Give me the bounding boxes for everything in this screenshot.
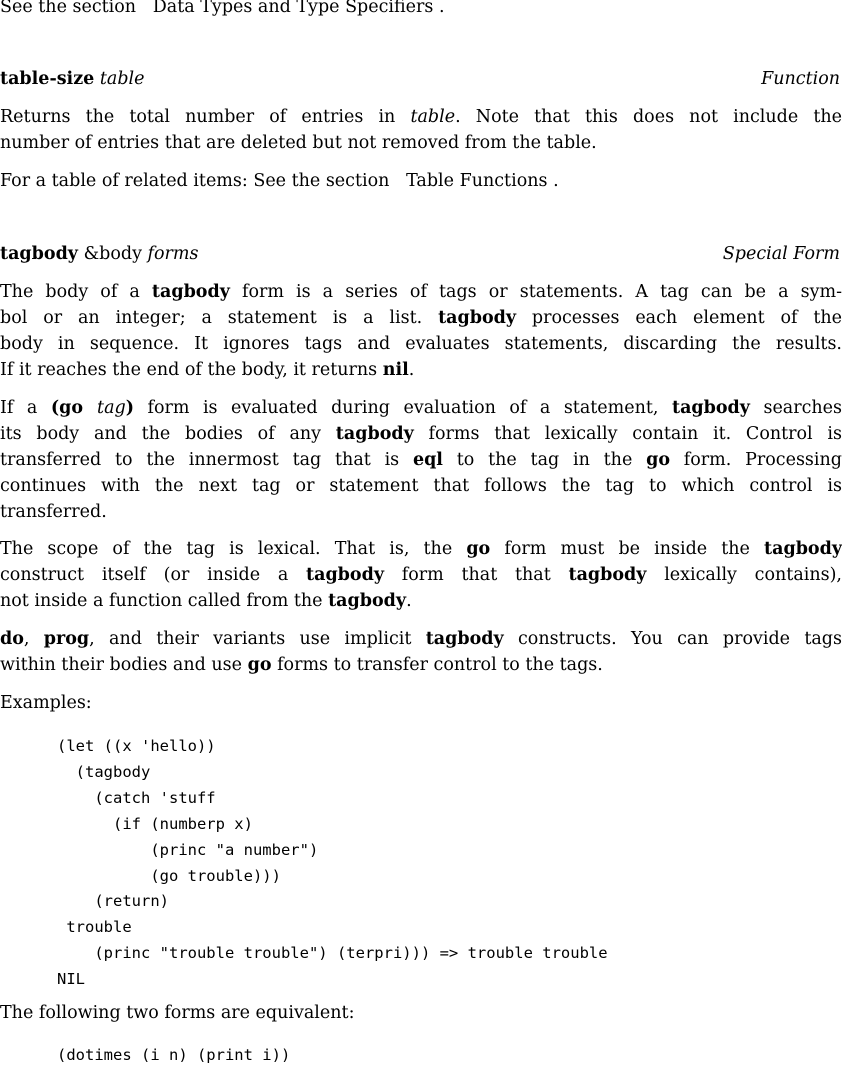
related-suffix: . bbox=[553, 171, 559, 191]
text: , bbox=[23, 629, 44, 649]
text: construct itself (or inside a bbox=[0, 565, 307, 585]
code-example-2 bbox=[57, 1043, 290, 1069]
tagbody-p2-line-2 bbox=[0, 424, 842, 444]
code-line: (return) bbox=[57, 892, 169, 911]
text: . Note that this does not include the bbox=[455, 107, 842, 127]
tagbody-kind: Special Form bbox=[722, 244, 840, 264]
table-size-related-line bbox=[0, 171, 559, 191]
text: form is a series of tags or statements. A tag can be a sym- bbox=[229, 282, 842, 302]
tagbody-p4-line-2 bbox=[0, 655, 603, 675]
tagbody-p3-line-2 bbox=[0, 565, 842, 585]
text: The body of a bbox=[0, 282, 152, 302]
keyword: tagbody bbox=[328, 591, 407, 611]
tagbody-name: tagbody bbox=[0, 244, 78, 264]
keyword: do bbox=[0, 629, 24, 649]
text: If a bbox=[0, 398, 51, 418]
text: lexically contains), bbox=[646, 565, 842, 585]
code-line: (princ "trouble trouble") (terpri))) => trouble trouble bbox=[57, 944, 608, 963]
text: searches bbox=[749, 398, 842, 418]
keyword: prog bbox=[43, 629, 90, 649]
table-functions-link[interactable]: Table Functions bbox=[406, 171, 548, 191]
code-line: (dotimes (i n) (print i)) bbox=[57, 1046, 291, 1064]
keyword: tagbody bbox=[438, 308, 517, 328]
tagbody-p2-line-1 bbox=[0, 398, 842, 418]
tagbody-signature bbox=[0, 244, 199, 264]
table-word: table bbox=[410, 107, 456, 127]
keyword: tagbody bbox=[151, 282, 230, 302]
tagbody-p2-line-5: transferred. bbox=[0, 502, 107, 522]
text: to the tag in the bbox=[442, 450, 647, 470]
keyword: tagbody bbox=[306, 565, 384, 585]
table-size-desc-line-2: number of entries that are deleted but not removed from the table. bbox=[0, 133, 597, 153]
code-line: (let ((x 'hello)) bbox=[57, 737, 216, 755]
code-line: (princ "a number") bbox=[57, 840, 319, 859]
text: not inside a function called from the bbox=[0, 591, 329, 611]
keyword: (go bbox=[50, 398, 98, 418]
code-example-1 bbox=[57, 734, 608, 993]
intro-prefix: See the section bbox=[0, 0, 137, 17]
text: . bbox=[408, 360, 415, 380]
keyword: ) bbox=[125, 398, 134, 418]
text: form that that bbox=[384, 565, 569, 585]
keyword: tagbody bbox=[425, 629, 504, 649]
keyword: tagbody bbox=[671, 398, 750, 418]
code-line: trouble bbox=[57, 918, 132, 937]
examples-label: Examples: bbox=[0, 693, 92, 713]
keyword: eql bbox=[412, 450, 443, 470]
text: transferred to the innermost tag that is bbox=[0, 450, 413, 470]
code-line: (tagbody bbox=[57, 762, 151, 781]
tagbody-p4-line-1 bbox=[0, 629, 842, 649]
text: , and their variants use implicit bbox=[89, 629, 426, 649]
text: its body and the bodies of any bbox=[0, 424, 336, 444]
keyword: tagbody bbox=[335, 424, 414, 444]
text: The scope of the tag is lexical. That is, the bbox=[0, 539, 467, 559]
italic-word: tag bbox=[97, 398, 126, 418]
intro-ref-link[interactable]: Data Types and Type Specifiers bbox=[152, 0, 434, 17]
code-line: NIL bbox=[57, 970, 85, 989]
tagbody-p3-line-1 bbox=[0, 539, 842, 559]
text: If it reaches the end of the body, it returns bbox=[0, 360, 383, 380]
keyword: tagbody bbox=[568, 565, 647, 585]
text: form must be inside the bbox=[490, 539, 765, 559]
text: forms that lexically contain it. Control is bbox=[413, 424, 842, 444]
keyword: tagbody bbox=[764, 539, 842, 559]
equivalent-forms-label: The following two forms are equivalent: bbox=[0, 1003, 355, 1023]
table-size-signature bbox=[0, 69, 144, 89]
tagbody-p3-line-3 bbox=[0, 591, 412, 611]
text: form. Processing bbox=[670, 450, 842, 470]
text: processes each element of the bbox=[516, 308, 842, 328]
keyword: go bbox=[247, 655, 272, 675]
tagbody-p2-line-4: continues with the next tag or statement that follows the tag to which control is bbox=[0, 476, 842, 496]
text: within their bodies and use bbox=[0, 655, 248, 675]
tagbody-arg-body: &body bbox=[83, 244, 142, 264]
text: . bbox=[406, 591, 412, 611]
table-size-name: table-size bbox=[0, 69, 95, 89]
text: forms to transfer control to the tags. bbox=[271, 655, 603, 675]
intro-see-section-line bbox=[0, 0, 445, 17]
table-size-arg: table bbox=[99, 69, 145, 89]
related-prefix: For a table of related items: See the section bbox=[0, 171, 390, 191]
text: constructs. You can provide tags bbox=[503, 629, 842, 649]
table-size-kind: Function bbox=[761, 69, 840, 89]
code-line: (if (numberp x) bbox=[57, 814, 253, 833]
tagbody-arg-forms: forms bbox=[147, 244, 199, 264]
keyword: go bbox=[466, 539, 491, 559]
tagbody-p1-line-4 bbox=[0, 360, 414, 380]
text: form is evaluated during evaluation of a statement, bbox=[133, 398, 672, 418]
keyword: go bbox=[646, 450, 671, 470]
tagbody-p2-line-3 bbox=[0, 450, 842, 470]
code-line: (go trouble))) bbox=[57, 866, 281, 885]
code-line: (catch 'stuff bbox=[57, 788, 216, 807]
tagbody-p1-line-3: body in sequence. It ignores tags and evaluates statements, discarding the results. bbox=[0, 334, 842, 354]
intro-suffix: . bbox=[438, 0, 445, 17]
table-size-desc-line-1 bbox=[0, 107, 842, 127]
text: Returns the total number of entries in bbox=[0, 107, 396, 127]
tagbody-p1-line-2 bbox=[0, 308, 842, 328]
keyword: nil bbox=[382, 360, 409, 380]
tagbody-p1-line-1 bbox=[0, 282, 842, 302]
text: bol or an integer; a statement is a list. bbox=[0, 308, 439, 328]
